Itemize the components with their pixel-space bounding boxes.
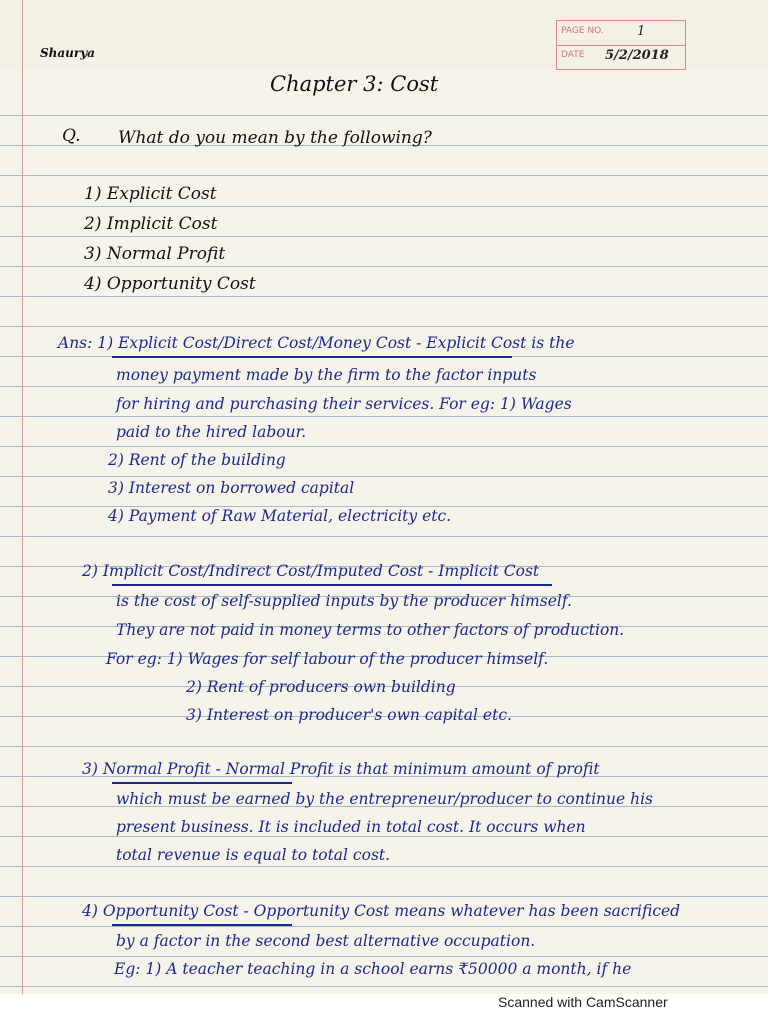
page-no-value: 1: [637, 24, 646, 39]
ruled-line: [0, 956, 768, 957]
ruled-line: [0, 266, 768, 267]
answer-line: 2) Rent of producers own building: [186, 678, 456, 696]
answer-line: which must be earned by the entrepreneur/producer to continue his: [116, 790, 653, 808]
date-row: [557, 45, 685, 69]
answer-line: Eg: 1) A teacher teaching in a school earns ₹50000 a month, if he: [114, 960, 632, 978]
scanner-watermark: Scanned with CamScanner: [498, 994, 668, 1010]
ruled-line: [0, 536, 768, 537]
date-label: DATE: [561, 50, 585, 60]
question-label: Q.: [62, 126, 81, 146]
answer-line: total revenue is equal to total cost.: [116, 846, 391, 864]
page-no-label: PAGE NO.: [561, 26, 604, 36]
ruled-line: [0, 326, 768, 327]
ruled-line: [0, 476, 768, 477]
date-value: 5/2/2018: [605, 48, 669, 63]
answer-line: 2) Rent of the building: [108, 451, 286, 469]
ruled-line: [0, 926, 768, 927]
ruled-line: [0, 416, 768, 417]
margin-line: [22, 0, 23, 994]
ruled-line: [0, 296, 768, 297]
answer-line: 4) Opportunity Cost - Opportunity Cost means whatever has been sacrificed: [82, 902, 681, 920]
ruled-line: [0, 836, 768, 837]
name-scribble: Shaurya: [40, 46, 95, 60]
answer-line: For eg: 1) Wages for self labour of the producer himself.: [106, 650, 549, 668]
answer-line: for hiring and purchasing their services. For eg: 1) Wages: [116, 395, 572, 413]
heading-underline: [112, 584, 552, 586]
ruled-line: [0, 175, 768, 176]
page-date-box: [556, 20, 686, 70]
ruled-line: [0, 986, 768, 987]
answer-line: 4) Payment of Raw Material, electricity etc.: [108, 507, 452, 525]
answer-line: 3) Interest on borrowed capital: [108, 479, 355, 497]
answer-line: 2) Implicit Cost/Indirect Cost/Imputed Cost - Implicit Cost: [82, 562, 540, 580]
answer-line: They are not paid in money terms to other factors of production.: [116, 621, 625, 639]
ruled-line: [0, 866, 768, 867]
heading-underline: [112, 924, 292, 926]
ruled-line: [0, 115, 768, 116]
answer-line: is the cost of self-supplied inputs by the producer himself.: [116, 592, 572, 610]
page-no-row: [557, 21, 685, 46]
ruled-line: [0, 746, 768, 747]
question-item: 2) Implicit Cost: [84, 214, 218, 234]
ruled-line: [0, 236, 768, 237]
ruled-line: [0, 206, 768, 207]
question-item: 1) Explicit Cost: [84, 184, 217, 204]
question-item: 4) Opportunity Cost: [84, 274, 256, 294]
answer-line: money payment made by the firm to the factor inputs: [116, 366, 537, 384]
ruled-line: [0, 896, 768, 897]
heading-underline: [112, 356, 512, 358]
answer-line: by a factor in the second best alternative occupation.: [116, 932, 536, 950]
answer-line: 3) Interest on producer's own capital etc.: [186, 706, 512, 724]
answer-line: 3) Normal Profit - Normal Profit is that minimum amount of profit: [82, 760, 600, 778]
question-item: 3) Normal Profit: [84, 244, 226, 264]
answer-line: Ans: 1) Explicit Cost/Direct Cost/Money Cost - Explicit Cost is the: [58, 334, 575, 352]
ruled-line: [0, 446, 768, 447]
chapter-title: Chapter 3: Cost: [270, 72, 439, 96]
answer-line: present business. It is included in total cost. It occurs when: [116, 818, 586, 836]
heading-underline: [112, 782, 292, 784]
question-text: What do you mean by the following?: [118, 128, 432, 148]
ruled-line: [0, 386, 768, 387]
answer-line: paid to the hired labour.: [116, 423, 307, 441]
